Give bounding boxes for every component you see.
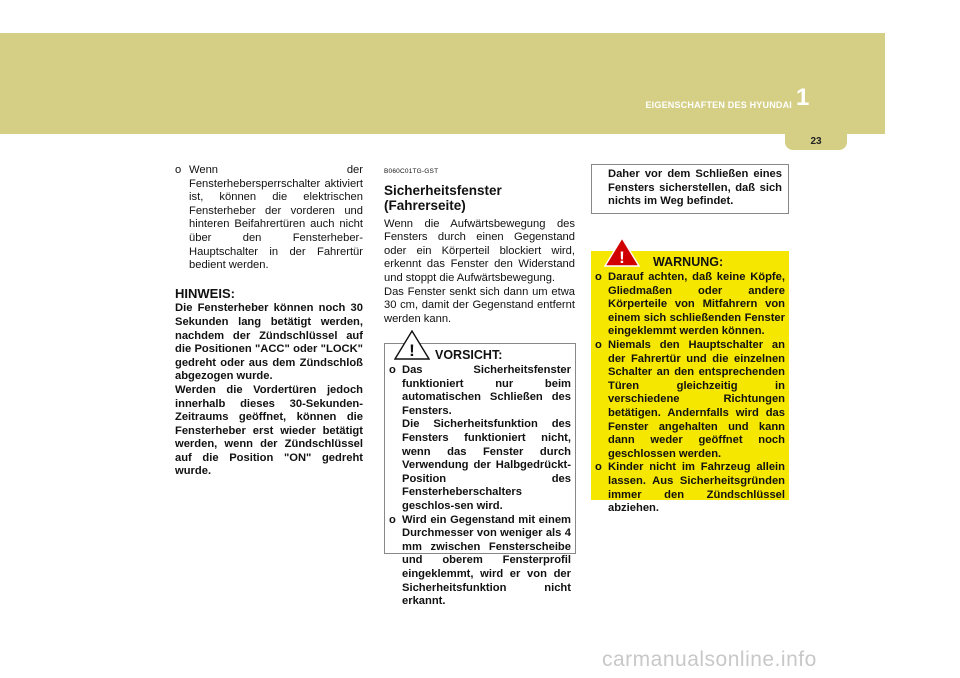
bullet-mark: o	[595, 271, 602, 283]
section-paragraph-2: Das Fenster senkt sich dann um etwa 30 cm, damit der Gegenstand entfernt werden kann.	[384, 285, 575, 325]
bullet-text: Wenn der Fensterhebersperrschalter aktiviert ist, können die elektrischen Fensterheber der vorderen und hinteren Beifahrertüren auch nicht über den Fensterheber-Hauptschalter in der Fahrertür bedient werden.	[189, 164, 363, 272]
bullet-mark: o	[595, 338, 602, 351]
note-box: Daher vor dem Schließen eines Fensters sicherstellen, daß sich nichts im Weg befindet.	[591, 164, 789, 214]
warning-title: WARNUNG:	[653, 255, 724, 269]
warning-triangle-icon	[394, 330, 430, 360]
caution-item-text: Wird ein Gegenstand mit einem Durchmesser von weniger als 4 mm zwischen Fensterscheibe und oberem Fensterprofil eingeklemmt, wird er von der Sicherheitsfunktion nicht erkannt.	[402, 513, 571, 608]
caution-item-2	[389, 514, 571, 609]
header-band	[0, 33, 885, 134]
bullet-item	[175, 164, 363, 273]
column-1	[175, 164, 363, 479]
warning-item-3	[595, 461, 785, 515]
caution-item-text: Das Sicherheitsfenster funktioniert nur beim automatischen Schließen des Fensters.	[402, 364, 571, 417]
section-title	[384, 183, 575, 214]
hinweis-paragraph-2: Werden die Vordertüren jedoch innerhalb dieses 30-Sekunden-Zeitraums geöffnet, können die Fensterheber erst wieder betätigt werden, wenn der Zündschlüssel auf die Position "ON" gedreht wurde.	[175, 383, 363, 478]
hinweis-heading: HINWEIS:	[175, 285, 235, 301]
warning-box	[591, 248, 789, 515]
section-paragraph-1: Wenn die Aufwärtsbewegung des Fensters durch einen Gegenstand oder ein Körperteil blockiert wird, erkennt das Fenster den Widerstand und stoppt die Aufwärtsbewegung.	[384, 217, 575, 284]
caution-title: VORSICHT:	[435, 348, 503, 362]
column-2	[384, 164, 575, 326]
section-title-line-2: (Fahrerseite)	[384, 198, 466, 214]
warning-item-text: Darauf achten, daß keine Köpfe, Gliedmaßen oder andere Körperteile von Mitfahrern von einem sich schließenden Fenster eingeklemmt werden können.	[608, 271, 785, 338]
hinweis-paragraph-1: Die Fensterheber können noch 30 Sekunden lang betätigt werden, nachdem der Zündschlüssel auf die Positionen "ACC" oder "LOCK" gedreht oder aus dem Zündschloß abgezogen wurde.	[175, 302, 363, 383]
warning-triangle-icon	[604, 237, 640, 267]
bullet-mark: o	[595, 461, 602, 474]
warning-item-2	[595, 339, 785, 461]
warning-icon-glyph: !	[619, 248, 625, 267]
chapter-number: 1	[796, 84, 810, 111]
caution-icon-glyph: !	[409, 341, 415, 360]
warning-item-text: Niemals den Hauptschalter an der Fahrertür und die einzelnen Schalter an den entsprechenden Türen gleichzeitig in verschiedene Richtungen betätigen. Andernfalls wird das Fenster angehalten und kann dann weder geöffnet noch geschlossen werden.	[608, 338, 785, 460]
warning-item-text: Kinder nicht im Fahrzeug allein lassen. Aus Sicherheitsgründen immer den Zündschlüssel abziehen.	[608, 461, 785, 515]
section-title-line-1: Sicherheitsfenster	[384, 182, 502, 198]
bullet-mark: o	[389, 513, 396, 526]
watermark: carmanualsonline.info	[602, 648, 817, 671]
bullet-mark: o	[175, 164, 182, 176]
page-number: 23	[810, 136, 822, 147]
caution-box	[384, 341, 576, 608]
page-number-tab	[785, 134, 847, 150]
caution-item-1	[389, 364, 571, 514]
section-code: B060C01TG-GST	[384, 168, 439, 175]
chapter-title: EIGENSCHAFTEN DES HYUNDAI	[645, 100, 792, 110]
warning-item-1	[595, 271, 785, 339]
bullet-mark: o	[389, 364, 396, 376]
caution-item-extra: Die Sicherheitsfunktion des Fensters funktioniert nicht, wenn das Fenster durch Verwendung der Halbgedrückt-Position des Fensterheberschalters geschlos-sen wird.	[402, 418, 571, 512]
